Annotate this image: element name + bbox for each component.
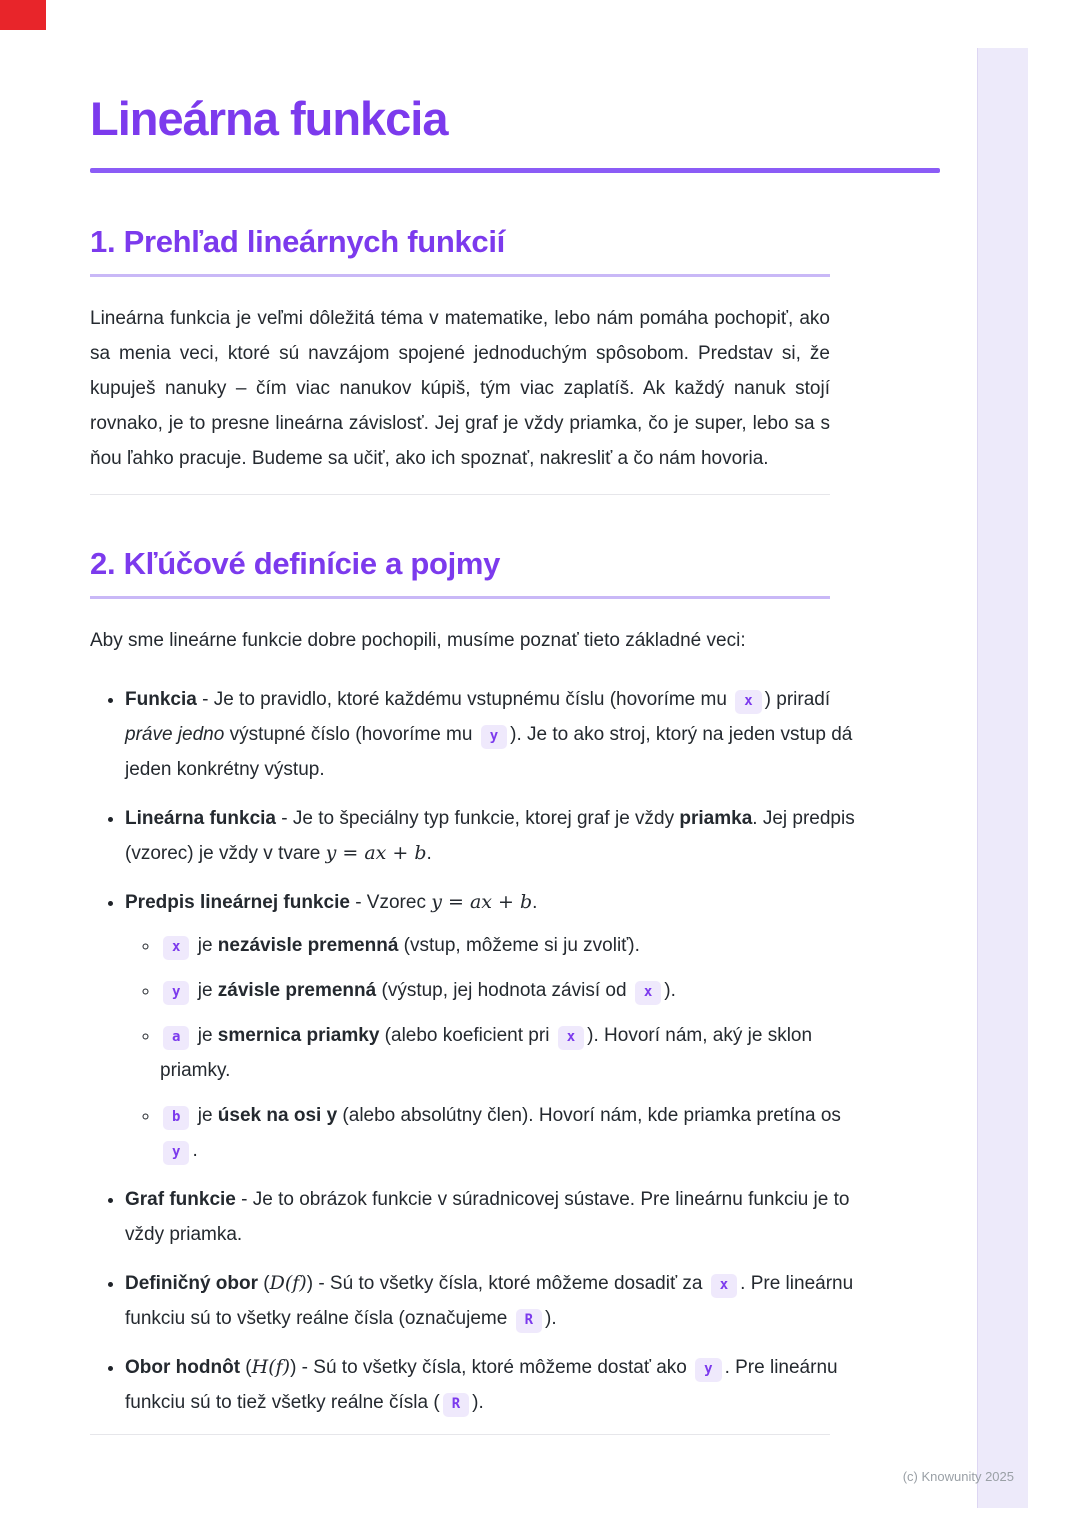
right-edge-stripe — [977, 48, 1028, 1508]
inline-code-badge: x — [163, 936, 189, 960]
copyright-footer: (c) Knowunity 2025 — [902, 1469, 1014, 1484]
inline-code-badge: x — [558, 1026, 584, 1050]
text-run: ( — [240, 1357, 252, 1378]
text-run: je — [192, 935, 218, 956]
section-1-heading: 1. Prehľad lineárnych funkcií — [90, 223, 830, 277]
text-run: . Pre lineárnu funkciu sú to všetky reálne čísla (označujeme — [125, 1273, 854, 1329]
math-expression: H(f) — [251, 1356, 291, 1378]
list-item-definicny-obor — [125, 1266, 865, 1336]
inline-code-badge: y — [163, 1141, 189, 1165]
list-item-predpis — [125, 885, 865, 1168]
inline-code-badge: R — [443, 1393, 469, 1417]
text-run: ) priradí — [764, 689, 831, 710]
section-2-intro — [90, 623, 830, 658]
bold-text-run: Predpis lineárnej funkcie — [125, 892, 350, 913]
text-run: ( — [258, 1273, 270, 1294]
bold-text-run: úsek na osi y — [217, 1105, 338, 1126]
section-overview — [90, 223, 940, 476]
text-run: . Pre lineárnu funkciu sú to tiež všetky reálne čísla ( — [125, 1357, 838, 1413]
inline-code-badge: R — [516, 1309, 542, 1333]
text-run: (alebo koeficient pri — [379, 1025, 555, 1046]
title-divider-rule — [90, 168, 940, 173]
text-run: . — [192, 1140, 198, 1161]
text-run: - Je to pravidlo, ktoré každému vstupnému číslu (hovoríme mu — [196, 689, 733, 710]
inline-code-badge: a — [163, 1026, 189, 1050]
text-run: (výstup, jej hodnota závisí od — [376, 980, 632, 1001]
inline-code-badge: y — [163, 981, 189, 1005]
section-1-paragraph — [90, 301, 830, 476]
text-run: je — [192, 1105, 218, 1126]
inline-code-badge: x — [711, 1274, 737, 1298]
bold-text-run: závisle premenná — [217, 980, 377, 1001]
list-item-text — [125, 808, 855, 864]
text-run: . Jej predpis (vzorec) je vždy v tvare — [125, 808, 855, 864]
section-2-heading: 2. Kľúčové definície a pojmy — [90, 545, 830, 599]
math-expression: y = ax + b — [431, 891, 533, 913]
text-run: je — [192, 1025, 218, 1046]
list-item-text — [125, 1273, 853, 1329]
list-item-obor-hodnot — [125, 1350, 865, 1420]
text-run: ). — [472, 1392, 484, 1413]
list-item-text — [125, 892, 537, 913]
text-run: . — [532, 892, 538, 913]
list-item-text — [125, 1189, 849, 1245]
page-title: Lineárna funkcia — [90, 92, 448, 145]
text-run: ). Hovorí nám, aký je sklon priamky. — [160, 1025, 813, 1081]
text-run: je — [192, 980, 218, 1001]
text-run: - Je to obrázok funkcie v súradnicovej sústave. Pre lineárnu funkciu je to vždy priamka. — [125, 1189, 850, 1245]
sub-item-x — [160, 928, 865, 963]
inline-code-badge: x — [635, 981, 661, 1005]
text-run: ). — [664, 980, 676, 1001]
text-run: - Vzorec — [349, 892, 432, 913]
bold-text-run: Definičný obor — [125, 1273, 259, 1294]
list-item-linearna-funkcia — [125, 801, 865, 871]
text-run: výstupné číslo (hovoríme mu — [224, 724, 478, 745]
list-item-funkcia — [125, 682, 865, 787]
predpis-sub-list — [125, 928, 865, 1168]
inline-code-badge: y — [695, 1358, 721, 1382]
list-item-text — [160, 1025, 812, 1081]
sub-item-y — [160, 973, 865, 1008]
bottom-divider — [90, 1434, 830, 1435]
document-content — [90, 0, 940, 1435]
text-run: (vstup, môžeme si ju zvoliť). — [398, 935, 640, 956]
math-expression: y = ax + b — [325, 842, 427, 864]
italic-text-run: práve jedno — [125, 724, 225, 745]
list-item-text — [125, 1357, 838, 1413]
text-run: . — [426, 843, 432, 864]
sub-item-b — [160, 1098, 865, 1168]
bold-text-run: Funkcia — [125, 689, 197, 710]
text-run: (alebo absolútny člen). Hovorí nám, kde priamka pretína os — [337, 1105, 841, 1126]
list-item-text — [125, 689, 852, 780]
section-definitions — [90, 545, 940, 1420]
bold-text-run: smernica priamky — [217, 1025, 380, 1046]
list-item-text — [160, 980, 676, 1001]
inline-code-badge: x — [735, 690, 761, 714]
text-run: ) - Sú to všetky čísla, ktoré môžeme dosadiť za — [306, 1273, 708, 1294]
bold-text-run: Graf funkcie — [125, 1189, 236, 1210]
inline-code-badge: b — [163, 1106, 189, 1130]
text-run: ) - Sú to všetky čísla, ktoré môžeme dostať ako — [290, 1357, 693, 1378]
bold-text-run: nezávisle premenná — [217, 935, 399, 956]
red-corner-flag — [0, 0, 46, 30]
list-item-text — [160, 1105, 841, 1161]
section-divider — [90, 494, 830, 495]
text-run: - Je to špeciálny typ funkcie, ktorej graf je vždy — [276, 808, 680, 829]
text-run: Aby sme lineárne funkcie dobre pochopili, musíme poznať tieto základné veci: — [90, 630, 746, 651]
text-run: Lineárna funkcia je veľmi dôležitá téma v matematike, lebo nám pomáha pochopiť, ako sa menia veci, ktoré sú navzájom spojené jednoduchým spôsobom. Predstav si, že kupuješ nanuky – čím viac nanukov kúpiš, tým viac zaplatíš. Ak každý nanuk stojí rovnako, je to presne lineárna závislosť. Jej graf je vždy priamka, čo je super, lebo sa s ňou ľahko pracuje. Budeme sa učiť, ako ich spoznať, nakresliť a čo nám hovoria. — [90, 308, 830, 469]
list-item-text — [160, 935, 640, 956]
list-item-graf-funkcie — [125, 1182, 865, 1252]
math-expression: D(f) — [269, 1272, 307, 1294]
inline-code-badge: y — [481, 725, 507, 749]
text-run: ). Je to ako stroj, ktorý na jeden vstup dá jeden konkrétny výstup. — [125, 724, 853, 780]
bold-text-run: Obor hodnôt — [125, 1357, 241, 1378]
sub-item-a — [160, 1018, 865, 1088]
definitions-list — [90, 682, 865, 1420]
text-run: ). — [545, 1308, 557, 1329]
bold-text-run: Lineárna funkcia — [125, 808, 276, 829]
bold-text-run: priamka — [679, 808, 753, 829]
